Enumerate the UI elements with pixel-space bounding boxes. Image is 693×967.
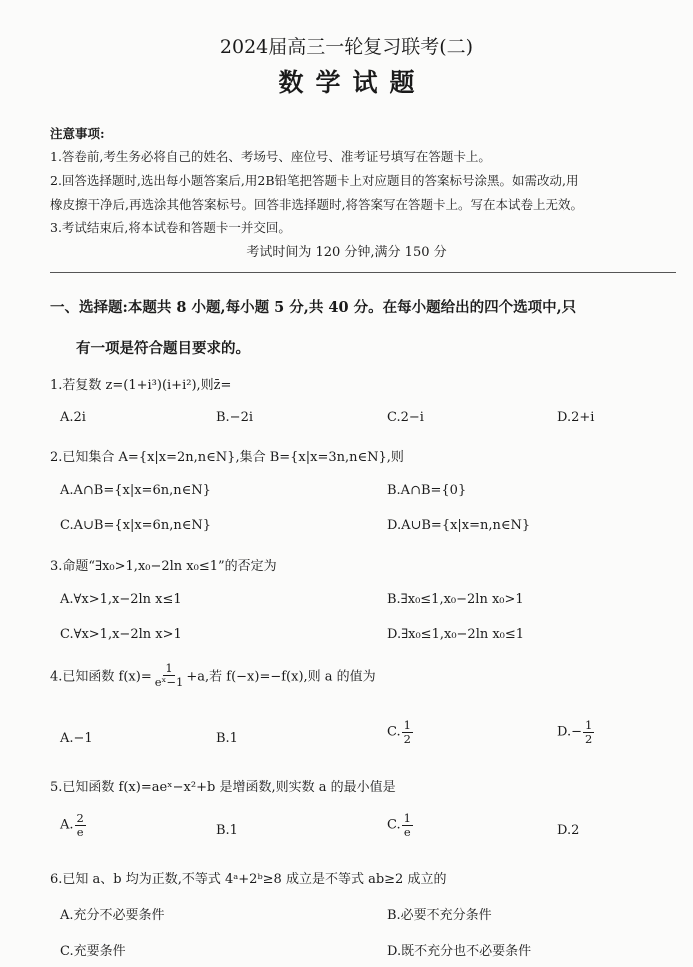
question-6-option-c: C.充要条件: [60, 944, 126, 959]
question-2-option-b: B.A∩B={0}: [387, 483, 467, 498]
question-5-option-b: B.1: [216, 823, 238, 838]
exam-title: 2024届高三一轮复习联考(二): [219, 36, 474, 58]
question-1-option-a: A.2i: [60, 410, 86, 425]
fraction: [583, 719, 594, 745]
question-4-stem-post: +a,若 f(−x)=−f(x),则 a 的值为: [186, 669, 376, 685]
question-4-stem: [50, 662, 376, 688]
question-3-option-b: B.∃x₀≤1,x₀−2ln x₀>1: [387, 592, 524, 607]
question-6-option-d: D.既不充分也不必要条件: [387, 944, 532, 959]
note-line: 2.回答选择题时,选出每小题答案后,用2B铅笔把答题卡上对应题目的答案标号涂黑。如需改动,用: [50, 173, 579, 188]
question-3-option-c: C.∀x>1,x−2ln x>1: [60, 627, 182, 642]
question-1-option-c: C.2−i: [387, 410, 424, 425]
option-label: C.: [387, 817, 401, 833]
fraction-denominator: eˣ−1: [154, 674, 184, 689]
question-3-stem: 3.命题“∃x₀>1,x₀−2ln x₀≤1”的否定为: [50, 559, 277, 574]
question-5-option-a: [60, 812, 87, 838]
question-5-option-d: D.2: [557, 823, 580, 838]
question-3-option-a: A.∀x>1,x−2ln x≤1: [60, 592, 182, 607]
subject-title: 数学试题: [278, 68, 427, 97]
question-2-option-a: A.A∩B={x|x=6n,n∈N}: [60, 483, 211, 498]
note-line: 3.考试结束后,将本试卷和答题卡一并交回。: [50, 220, 291, 235]
question-6-option-b: B.必要不充分条件: [387, 908, 492, 923]
question-6-option-a: A.充分不必要条件: [60, 908, 165, 923]
section-heading: 一、选择题:本题共 8 小题,每小题 5 分,共 40 分。在每小题给出的四个选项中,只: [50, 299, 577, 316]
fraction-numerator: 2: [76, 811, 84, 825]
question-1-stem: 1.若复数 z=(1+i³)(i+i²),则z̄=: [50, 378, 232, 393]
question-4-option-b: B.1: [216, 731, 238, 746]
question-4-option-d: [557, 719, 595, 745]
question-4-option-a: A.−1: [60, 731, 93, 746]
question-3-option-d: D.∃x₀≤1,x₀−2ln x₀≤1: [387, 627, 525, 642]
question-1-option-b: B.−2i: [216, 410, 254, 425]
fraction-denominator: 2: [403, 731, 411, 746]
question-4-option-c: [387, 719, 414, 745]
fraction-denominator: e: [76, 824, 84, 839]
fraction: [402, 812, 413, 838]
question-6-stem: 6.已知 a、b 均为正数,不等式 4ᵃ+2ᵇ≥8 成立是不等式 ab≥2 成立的: [50, 872, 447, 887]
option-label: C.: [387, 724, 401, 740]
fraction: [402, 719, 413, 745]
divider: [50, 272, 676, 273]
notes-heading: 注意事项:: [50, 126, 105, 141]
note-line: 1.答卷前,考生务必将自己的姓名、考场号、座位号、准考证号填写在答题卡上。: [50, 149, 491, 164]
option-label: A.: [60, 817, 74, 833]
question-5-option-c: [387, 812, 414, 838]
question-2-stem: 2.已知集合 A={x|x=2n,n∈N},集合 B={x|x=3n,n∈N},则: [50, 450, 404, 465]
option-label: D.−: [557, 724, 582, 740]
question-1-option-d: D.2+i: [557, 410, 595, 425]
fraction: [153, 662, 186, 688]
fraction-numerator: 1: [165, 661, 173, 675]
fraction-denominator: 2: [584, 731, 593, 746]
question-5-stem: 5.已知函数 f(x)=aeˣ−x²+b 是增函数,则实数 a 的最小值是: [50, 780, 396, 795]
fraction-denominator: e: [403, 824, 411, 839]
question-4-stem-pre: 4.已知函数 f(x)=: [50, 669, 152, 685]
question-2-option-d: D.A∪B={x|x=n,n∈N}: [387, 518, 531, 533]
question-2-option-c: C.A∪B={x|x=6n,n∈N}: [60, 518, 211, 533]
note-line: 橡皮擦干净后,再选涂其他答案标号。回答非选择题时,将答案写在答题卡上。写在本试卷上无效。: [50, 197, 583, 212]
fraction: [75, 812, 86, 838]
fraction-numerator: 1: [584, 718, 593, 732]
section-heading-cont: 有一项是符合题目要求的。: [76, 340, 250, 357]
fraction-numerator: 1: [403, 718, 411, 732]
fraction-numerator: 1: [403, 811, 411, 825]
exam-time: 考试时间为 120 分钟,满分 150 分: [246, 245, 447, 260]
